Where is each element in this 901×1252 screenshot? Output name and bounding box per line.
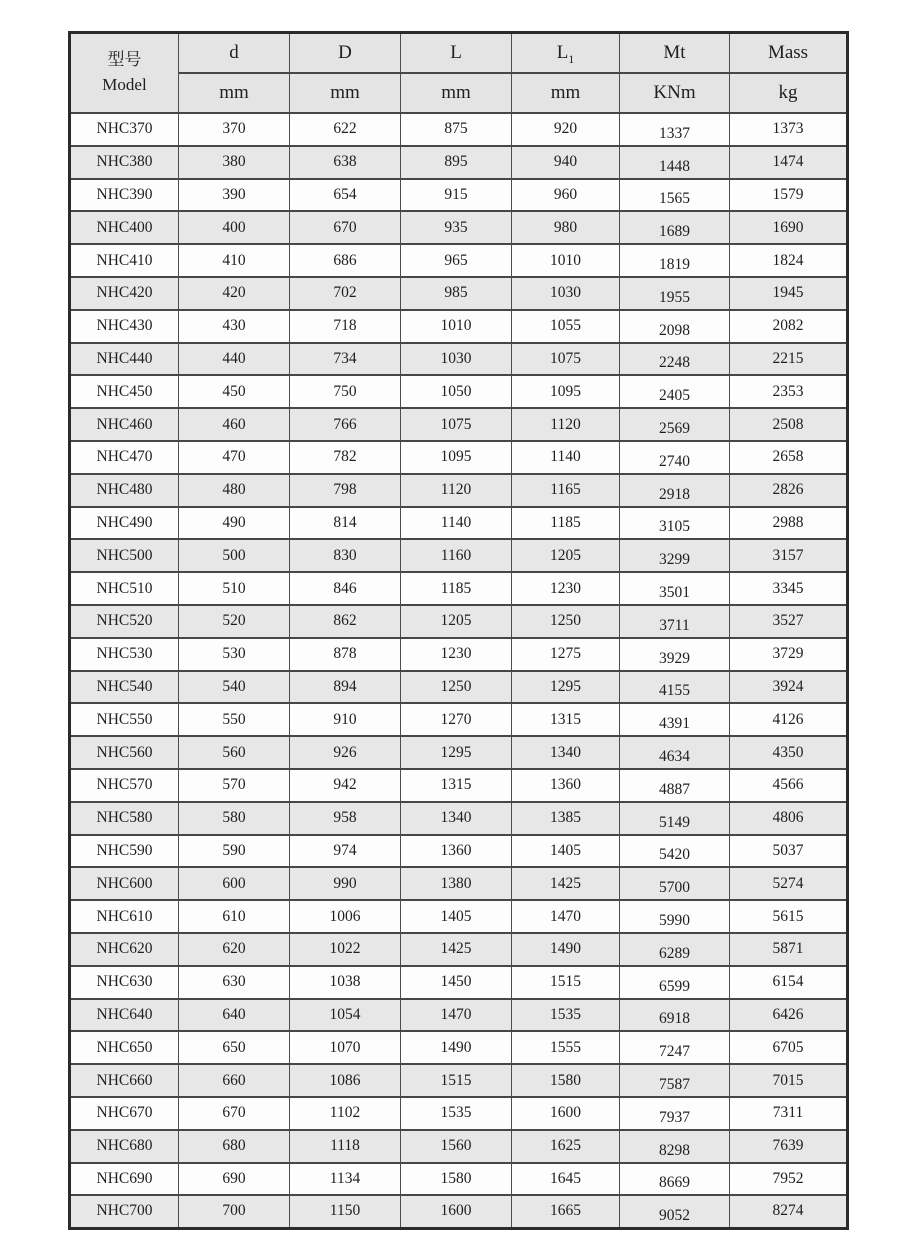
value-cell: 590 (179, 835, 290, 868)
value-cell: 6705 (730, 1031, 848, 1064)
table-row (70, 605, 848, 638)
table-row (70, 277, 848, 310)
value-cell: 1120 (401, 474, 512, 507)
model-cell: NHC550 (70, 703, 179, 736)
table-row (70, 736, 848, 769)
value-cell: 6918 (620, 999, 730, 1032)
model-cell: NHC450 (70, 375, 179, 408)
value-cell: 7311 (730, 1097, 848, 1130)
value-cell: 3929 (620, 638, 730, 671)
table-body (70, 113, 848, 1228)
unit-L: mm (401, 73, 512, 113)
model-cell: NHC470 (70, 441, 179, 474)
value-cell: 974 (290, 835, 401, 868)
header-L1-sub: 1 (568, 52, 575, 66)
value-cell: 1165 (512, 474, 620, 507)
unit-Mass: kg (730, 73, 848, 113)
table-row (70, 244, 848, 277)
value-cell: 1118 (290, 1130, 401, 1163)
value-cell: 1385 (512, 802, 620, 835)
value-cell: 1315 (401, 769, 512, 802)
value-cell: 3299 (620, 539, 730, 572)
value-cell: 5990 (620, 900, 730, 933)
value-cell: 638 (290, 146, 401, 179)
value-cell: 1373 (730, 113, 848, 146)
value-cell: 670 (290, 211, 401, 244)
value-cell: 4634 (620, 736, 730, 769)
value-cell: 1535 (401, 1097, 512, 1130)
table-row (70, 671, 848, 704)
value-cell: 4126 (730, 703, 848, 736)
model-cell: NHC380 (70, 146, 179, 179)
value-cell: 1535 (512, 999, 620, 1032)
table-row (70, 1130, 848, 1163)
value-cell: 7247 (620, 1031, 730, 1064)
value-cell: 8669 (620, 1163, 730, 1196)
value-cell: 480 (179, 474, 290, 507)
value-cell: 926 (290, 736, 401, 769)
value-cell: 875 (401, 113, 512, 146)
model-cell: NHC620 (70, 933, 179, 966)
value-cell: 1250 (512, 605, 620, 638)
value-cell: 766 (290, 408, 401, 441)
value-cell: 1600 (512, 1097, 620, 1130)
value-cell: 1230 (512, 572, 620, 605)
value-cell: 4155 (620, 671, 730, 704)
value-cell: 2098 (620, 310, 730, 343)
value-cell: 550 (179, 703, 290, 736)
value-cell: 570 (179, 769, 290, 802)
unit-Mt: KNm (620, 73, 730, 113)
value-cell: 1474 (730, 146, 848, 179)
table-row (70, 835, 848, 868)
table-row (70, 1097, 848, 1130)
model-cell: NHC540 (70, 671, 179, 704)
value-cell: 782 (290, 441, 401, 474)
value-cell: 640 (179, 999, 290, 1032)
value-cell: 1102 (290, 1097, 401, 1130)
table-row (70, 933, 848, 966)
table-row (70, 1031, 848, 1064)
value-cell: 1470 (512, 900, 620, 933)
value-cell: 814 (290, 507, 401, 540)
model-cell: NHC520 (70, 605, 179, 638)
value-cell: 8298 (620, 1130, 730, 1163)
value-cell: 6289 (620, 933, 730, 966)
model-cell: NHC660 (70, 1064, 179, 1097)
value-cell: 400 (179, 211, 290, 244)
table-row (70, 966, 848, 999)
value-cell: 1490 (401, 1031, 512, 1064)
value-cell: 540 (179, 671, 290, 704)
value-cell: 5700 (620, 867, 730, 900)
value-cell: 1340 (512, 736, 620, 769)
value-cell: 650 (179, 1031, 290, 1064)
model-cell: NHC680 (70, 1130, 179, 1163)
model-cell: NHC430 (70, 310, 179, 343)
value-cell: 3924 (730, 671, 848, 704)
value-cell: 985 (401, 277, 512, 310)
value-cell: 5420 (620, 835, 730, 868)
model-cell: NHC610 (70, 900, 179, 933)
value-cell: 1050 (401, 375, 512, 408)
table-row (70, 179, 848, 212)
model-cell: NHC410 (70, 244, 179, 277)
model-cell: NHC640 (70, 999, 179, 1032)
value-cell: 1380 (401, 867, 512, 900)
value-cell: 1120 (512, 408, 620, 441)
value-cell: 1450 (401, 966, 512, 999)
table-row (70, 211, 848, 244)
model-cell: NHC650 (70, 1031, 179, 1064)
value-cell: 878 (290, 638, 401, 671)
value-cell: 940 (512, 146, 620, 179)
table-row (70, 474, 848, 507)
value-cell: 1250 (401, 671, 512, 704)
table-row (70, 507, 848, 540)
value-cell: 960 (512, 179, 620, 212)
value-cell: 1070 (290, 1031, 401, 1064)
value-cell: 1340 (401, 802, 512, 835)
value-cell: 1945 (730, 277, 848, 310)
value-cell: 580 (179, 802, 290, 835)
model-cell: NHC700 (70, 1195, 179, 1228)
header-Mt: Mt (620, 33, 730, 74)
model-cell: NHC370 (70, 113, 179, 146)
value-cell: 1150 (290, 1195, 401, 1228)
table-row (70, 441, 848, 474)
value-cell: 1185 (512, 507, 620, 540)
value-cell: 1140 (512, 441, 620, 474)
value-cell: 1010 (401, 310, 512, 343)
value-cell: 560 (179, 736, 290, 769)
value-cell: 1275 (512, 638, 620, 671)
value-cell: 610 (179, 900, 290, 933)
header-d: d (179, 33, 290, 74)
value-cell: 1824 (730, 244, 848, 277)
value-cell: 430 (179, 310, 290, 343)
header-model (70, 33, 179, 114)
value-cell: 680 (179, 1130, 290, 1163)
value-cell: 5274 (730, 867, 848, 900)
table-row (70, 572, 848, 605)
model-cell: NHC630 (70, 966, 179, 999)
value-cell: 7937 (620, 1097, 730, 1130)
value-cell: 7015 (730, 1064, 848, 1097)
value-cell: 1006 (290, 900, 401, 933)
spec-table-sheet (68, 31, 849, 1230)
table-row (70, 703, 848, 736)
value-cell: 718 (290, 310, 401, 343)
value-cell: 1075 (512, 343, 620, 376)
value-cell: 8274 (730, 1195, 848, 1228)
value-cell: 500 (179, 539, 290, 572)
model-cell: NHC600 (70, 867, 179, 900)
value-cell: 620 (179, 933, 290, 966)
table-row (70, 769, 848, 802)
value-cell: 1075 (401, 408, 512, 441)
table-row (70, 343, 848, 376)
model-cell: NHC530 (70, 638, 179, 671)
value-cell: 3711 (620, 605, 730, 638)
value-cell: 3729 (730, 638, 848, 671)
value-cell: 370 (179, 113, 290, 146)
value-cell: 990 (290, 867, 401, 900)
value-cell: 6599 (620, 966, 730, 999)
value-cell: 1055 (512, 310, 620, 343)
table-row (70, 113, 848, 146)
value-cell: 1054 (290, 999, 401, 1032)
value-cell: 980 (512, 211, 620, 244)
value-cell: 1515 (512, 966, 620, 999)
value-cell: 4806 (730, 802, 848, 835)
value-cell: 2918 (620, 474, 730, 507)
value-cell: 798 (290, 474, 401, 507)
value-cell: 958 (290, 802, 401, 835)
value-cell: 1140 (401, 507, 512, 540)
value-cell: 530 (179, 638, 290, 671)
value-cell: 1315 (512, 703, 620, 736)
header-L1 (512, 33, 620, 74)
value-cell: 1565 (620, 179, 730, 212)
model-cell: NHC500 (70, 539, 179, 572)
model-cell: NHC560 (70, 736, 179, 769)
value-cell: 2508 (730, 408, 848, 441)
value-cell: 846 (290, 572, 401, 605)
value-cell: 6154 (730, 966, 848, 999)
value-cell: 1185 (401, 572, 512, 605)
value-cell: 1579 (730, 179, 848, 212)
value-cell: 1095 (401, 441, 512, 474)
table-row (70, 867, 848, 900)
value-cell: 5149 (620, 802, 730, 835)
value-cell: 965 (401, 244, 512, 277)
value-cell: 700 (179, 1195, 290, 1228)
value-cell: 2353 (730, 375, 848, 408)
value-cell: 4566 (730, 769, 848, 802)
table-row (70, 638, 848, 671)
value-cell: 4350 (730, 736, 848, 769)
value-cell: 380 (179, 146, 290, 179)
value-cell: 9052 (620, 1195, 730, 1228)
unit-d: mm (179, 73, 290, 113)
value-cell: 895 (401, 146, 512, 179)
value-cell: 1086 (290, 1064, 401, 1097)
value-cell: 1030 (401, 343, 512, 376)
value-cell: 6426 (730, 999, 848, 1032)
table-row (70, 1195, 848, 1228)
value-cell: 830 (290, 539, 401, 572)
value-cell: 1022 (290, 933, 401, 966)
value-cell: 1038 (290, 966, 401, 999)
value-cell: 510 (179, 572, 290, 605)
value-cell: 2826 (730, 474, 848, 507)
value-cell: 450 (179, 375, 290, 408)
value-cell: 630 (179, 966, 290, 999)
value-cell: 1515 (401, 1064, 512, 1097)
value-cell: 1230 (401, 638, 512, 671)
table-header (70, 33, 848, 114)
value-cell: 1645 (512, 1163, 620, 1196)
table-row (70, 999, 848, 1032)
value-cell: 2988 (730, 507, 848, 540)
value-cell: 920 (512, 113, 620, 146)
value-cell: 490 (179, 507, 290, 540)
value-cell: 5037 (730, 835, 848, 868)
model-cell: NHC420 (70, 277, 179, 310)
value-cell: 654 (290, 179, 401, 212)
header-model-zh: 型号 (107, 50, 142, 70)
value-cell: 390 (179, 179, 290, 212)
value-cell: 2740 (620, 441, 730, 474)
value-cell: 734 (290, 343, 401, 376)
header-L: L (401, 33, 512, 74)
unit-L1: mm (512, 73, 620, 113)
table-row (70, 310, 848, 343)
value-cell: 4391 (620, 703, 730, 736)
value-cell: 5871 (730, 933, 848, 966)
value-cell: 686 (290, 244, 401, 277)
value-cell: 1360 (512, 769, 620, 802)
value-cell: 894 (290, 671, 401, 704)
value-cell: 1337 (620, 113, 730, 146)
model-cell: NHC480 (70, 474, 179, 507)
header-L1-main: L (556, 42, 569, 63)
value-cell: 910 (290, 703, 401, 736)
header-model-en: Model (102, 75, 147, 94)
value-cell: 1665 (512, 1195, 620, 1228)
value-cell: 1270 (401, 703, 512, 736)
value-cell: 3157 (730, 539, 848, 572)
value-cell: 1134 (290, 1163, 401, 1196)
value-cell: 1425 (512, 867, 620, 900)
value-cell: 7587 (620, 1064, 730, 1097)
value-cell: 915 (401, 179, 512, 212)
model-cell: NHC570 (70, 769, 179, 802)
unit-D: mm (290, 73, 401, 113)
value-cell: 1405 (512, 835, 620, 868)
table-row (70, 802, 848, 835)
value-cell: 1580 (512, 1064, 620, 1097)
header-D: D (290, 33, 401, 74)
value-cell: 2248 (620, 343, 730, 376)
value-cell: 1295 (512, 671, 620, 704)
value-cell: 2658 (730, 441, 848, 474)
model-cell: NHC690 (70, 1163, 179, 1196)
value-cell: 5615 (730, 900, 848, 933)
model-cell: NHC400 (70, 211, 179, 244)
model-cell: NHC670 (70, 1097, 179, 1130)
model-cell: NHC580 (70, 802, 179, 835)
table-row (70, 408, 848, 441)
value-cell: 3105 (620, 507, 730, 540)
model-cell: NHC440 (70, 343, 179, 376)
value-cell: 1160 (401, 539, 512, 572)
model-cell: NHC590 (70, 835, 179, 868)
value-cell: 1580 (401, 1163, 512, 1196)
value-cell: 1600 (401, 1195, 512, 1228)
value-cell: 1560 (401, 1130, 512, 1163)
value-cell: 460 (179, 408, 290, 441)
model-cell: NHC460 (70, 408, 179, 441)
table-row (70, 539, 848, 572)
value-cell: 622 (290, 113, 401, 146)
value-cell: 7952 (730, 1163, 848, 1196)
value-cell: 1425 (401, 933, 512, 966)
value-cell: 1955 (620, 277, 730, 310)
value-cell: 2082 (730, 310, 848, 343)
table-row (70, 1163, 848, 1196)
table-row (70, 900, 848, 933)
value-cell: 470 (179, 441, 290, 474)
value-cell: 3527 (730, 605, 848, 638)
table-row (70, 375, 848, 408)
value-cell: 862 (290, 605, 401, 638)
model-cell: NHC390 (70, 179, 179, 212)
value-cell: 1689 (620, 211, 730, 244)
value-cell: 2215 (730, 343, 848, 376)
value-cell: 1690 (730, 211, 848, 244)
value-cell: 520 (179, 605, 290, 638)
value-cell: 600 (179, 867, 290, 900)
value-cell: 1555 (512, 1031, 620, 1064)
value-cell: 1490 (512, 933, 620, 966)
value-cell: 1095 (512, 375, 620, 408)
value-cell: 3501 (620, 572, 730, 605)
value-cell: 1625 (512, 1130, 620, 1163)
value-cell: 690 (179, 1163, 290, 1196)
value-cell: 670 (179, 1097, 290, 1130)
table-row (70, 146, 848, 179)
value-cell: 935 (401, 211, 512, 244)
value-cell: 410 (179, 244, 290, 277)
value-cell: 702 (290, 277, 401, 310)
value-cell: 2569 (620, 408, 730, 441)
value-cell: 1205 (512, 539, 620, 572)
header-Mass: Mass (730, 33, 848, 74)
value-cell: 1030 (512, 277, 620, 310)
value-cell: 3345 (730, 572, 848, 605)
spec-table (68, 31, 849, 1230)
value-cell: 1010 (512, 244, 620, 277)
value-cell: 1819 (620, 244, 730, 277)
value-cell: 1360 (401, 835, 512, 868)
value-cell: 4887 (620, 769, 730, 802)
value-cell: 1405 (401, 900, 512, 933)
value-cell: 440 (179, 343, 290, 376)
value-cell: 2405 (620, 375, 730, 408)
value-cell: 1448 (620, 146, 730, 179)
model-cell: NHC490 (70, 507, 179, 540)
table-row (70, 1064, 848, 1097)
value-cell: 942 (290, 769, 401, 802)
value-cell: 1295 (401, 736, 512, 769)
value-cell: 1205 (401, 605, 512, 638)
model-cell: NHC510 (70, 572, 179, 605)
value-cell: 750 (290, 375, 401, 408)
value-cell: 420 (179, 277, 290, 310)
value-cell: 1470 (401, 999, 512, 1032)
value-cell: 660 (179, 1064, 290, 1097)
value-cell: 7639 (730, 1130, 848, 1163)
